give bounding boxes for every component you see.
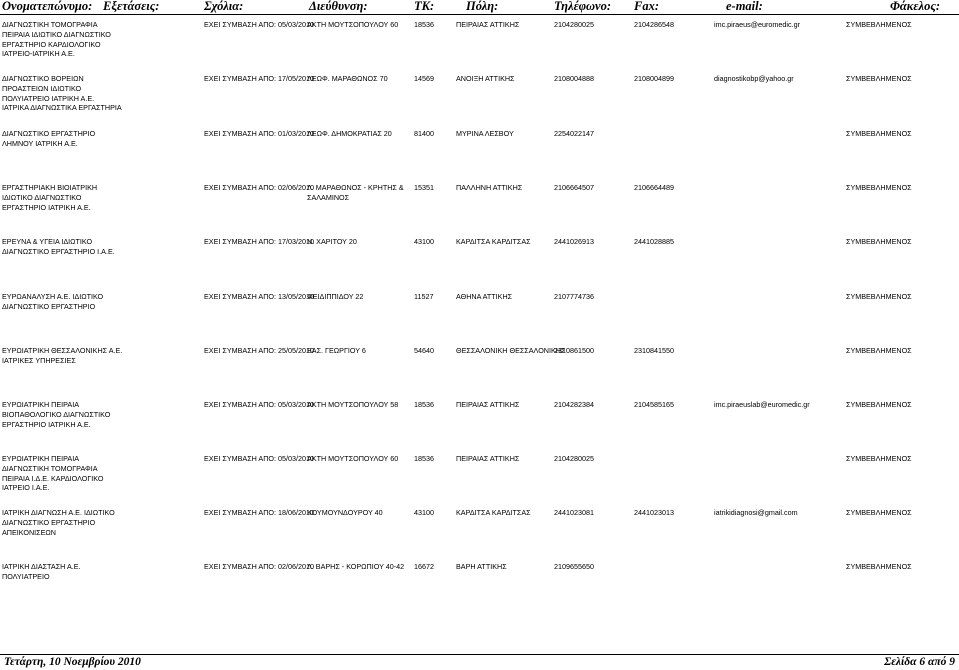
provider-city: ΘΕΣΣΑΛΟΝΙΚΗ ΘΕΣΣΑΛΟΝΙΚΗΣ: [456, 346, 566, 355]
header-email: e-mail:: [726, 0, 763, 13]
page-footer: [0, 654, 959, 670]
provider-fax: 2441023013: [634, 508, 674, 517]
postal-code: 54640: [414, 346, 434, 355]
provider-city: ΒΑΡΗ ΑΤΤΙΚΗΣ: [456, 562, 507, 571]
provider-name: ΕΥΡΩΙΑΤΡΙΚΗ ΠΕΙΡΑΙΑ ΔΙΑΓΝΩΣΤΙΚΗ ΤΟΜΟΓΡΑΦΙΑ ΠΕΙΡΑΙΑ Ι.Δ.Ε. ΚΑΡΔΙΟΛΟΓΙΚΟ ΙΑΤΡΕΙΟ Ι.Α.Ε.: [2, 454, 104, 493]
postal-code: 18536: [414, 454, 434, 463]
provider-address: ΑΚΤΗ ΜΟΥΤΣΟΠΟΥΛΟΥ 58: [307, 400, 399, 409]
column-header-bar: [0, 0, 959, 15]
postal-code: 18536: [414, 20, 434, 29]
provider-status: ΣΥΜΒΕΒΛΗΜΕΝΟΣ: [846, 183, 912, 192]
provider-name: ΕΥΡΩΙΑΤΡΙΚΗ ΘΕΣΣΑΛΟΝΙΚΗΣ Α.Ε. ΙΑΤΡΙΚΕΣ ΥΠΗΡΕΣΙΕΣ: [2, 346, 123, 365]
provider-name: ΙΑΤΡΙΚΗ ΔΙΑΓΝΩΣΗ Α.Ε. ΙΔΙΩΤΙΚΟ ΔΙΑΓΝΩΣΤΙΚΟ ΕΡΓΑΣΤΗΡΙΟ ΑΠΕΙΚΟΝΙΣΕΩΝ: [2, 508, 115, 537]
provider-address: Λ. ΜΑΡΑΘΩΝΟΣ - ΚΡΗΤΗΣ & ΣΑΛΑΜΙΝΟΣ: [307, 183, 404, 202]
provider-name: ΕΡΕΥΝΑ & ΥΓΕΙΑ ΙΔΙΩΤΙΚΟ ΔΙΑΓΝΩΣΤΙΚΟ ΕΡΓΑΣΤΗΡΙΟ Ι.Α.Ε.: [2, 237, 115, 256]
provider-name: ΔΙΑΓΝΩΣΤΙΚΟ ΕΡΓΑΣΤΗΡΙΟ ΛΗΜΝΟΥ ΙΑΤΡΙΚΗ Α.Ε.: [2, 129, 96, 148]
provider-fax: 2104286548: [634, 20, 674, 29]
header-phone: Τηλέφωνο:: [554, 0, 612, 13]
header-city: Πόλη:: [466, 0, 499, 13]
provider-name: ΕΥΡΩΙΑΤΡΙΚΗ ΠΕΙΡΑΙΑ ΒΙΟΠΑΘΟΛΟΓΙΚΟ ΔΙΑΓΝΩΣΤΙΚΟ ΕΡΓΑΣΤΗΡΙΟ ΙΑΤΡΙΚΗ Α.Ε.: [2, 400, 111, 429]
provider-phone: 2310861500: [554, 346, 594, 355]
provider-fax: 2108004899: [634, 74, 674, 83]
provider-status: ΣΥΜΒΕΒΛΗΜΕΝΟΣ: [846, 74, 912, 83]
provider-email[interactable]: imc.piraeuslab@euromedic.gr: [714, 400, 810, 409]
postal-code: 18536: [414, 400, 434, 409]
provider-city: ΜΥΡΙΝΑ ΛΕΣΒΟΥ: [456, 129, 514, 138]
contract-remark: ΕΧΕΙ ΣΥΜΒΑΣΗ ΑΠΟ: 17/05/2010: [204, 74, 314, 83]
postal-code: 43100: [414, 508, 434, 517]
provider-city: ΚΑΡΔΙΤΣΑ ΚΑΡΔΙΤΣΑΣ: [456, 508, 531, 517]
header-name: Ονοματεπώνυμο:: [2, 0, 93, 13]
provider-name: ΕΡΓΑΣΤΗΡΙΑΚΗ ΒΙΟΙΑΤΡΙΚΗ ΙΔΙΩΤΙΚΟ ΔΙΑΓΝΩΣΤΙΚΟ ΕΡΓΑΣΤΗΡΙΟ ΙΑΤΡΙΚΗ Α.Ε.: [2, 183, 98, 212]
header-tk: ΤΚ:: [414, 0, 435, 13]
provider-city: ΠΕΙΡΑΙΑΣ ΑΤΤΙΚΗΣ: [456, 400, 520, 409]
contract-remark: ΕΧΕΙ ΣΥΜΒΑΣΗ ΑΠΟ: 18/06/2010: [204, 508, 314, 517]
contract-remark: ΕΧΕΙ ΣΥΜΒΑΣΗ ΑΠΟ: 25/05/2010: [204, 346, 314, 355]
provider-status: ΣΥΜΒΕΒΛΗΜΕΝΟΣ: [846, 237, 912, 246]
provider-phone: 2104282384: [554, 400, 594, 409]
provider-name: ΔΙΑΓΝΩΣΤΙΚΗ ΤΟΜΟΓΡΑΦΙΑ ΠΕΙΡΑΙΑ ΙΔΙΩΤΙΚΟ ΔΙΑΓΝΩΣΤΙΚΟ ΕΡΓΑΣΤΗΡΙΟ ΚΑΡΔΙΟΛΟΓΙΚΟ ΙΑΤΡΕΙΟ-ΙΑΤΡΙΚΗ Α.Ε.: [2, 20, 111, 59]
provider-status: ΣΥΜΒΕΒΛΗΜΕΝΟΣ: [846, 562, 912, 571]
provider-status: ΣΥΜΒΕΒΛΗΜΕΝΟΣ: [846, 454, 912, 463]
provider-city: ΑΘΗΝΑ ΑΤΤΙΚΗΣ: [456, 292, 513, 301]
provider-address: ΑΚΤΗ ΜΟΥΤΣΟΠΟΥΛΟΥ 60: [307, 20, 399, 29]
provider-phone: 2108004888: [554, 74, 594, 83]
postal-code: 14569: [414, 74, 434, 83]
provider-phone: 2106664507: [554, 183, 594, 192]
provider-address: ΦΕΙΔΙΠΠΙΔΟΥ 22: [307, 292, 364, 301]
provider-city: ΠΕΙΡΑΙΑΣ ΑΤΤΙΚΗΣ: [456, 454, 520, 463]
provider-address: ΑΚΤΗ ΜΟΥΤΣΟΠΟΥΛΟΥ 60: [307, 454, 399, 463]
provider-email[interactable]: iatrikidiagnosi@gmail.com: [714, 508, 798, 517]
header-address: Διεύθυνση:: [309, 0, 368, 13]
postal-code: 15351: [414, 183, 434, 192]
contract-remark: ΕΧΕΙ ΣΥΜΒΑΣΗ ΑΠΟ: 05/03/2010: [204, 20, 314, 29]
provider-status: ΣΥΜΒΕΒΛΗΜΕΝΟΣ: [846, 129, 912, 138]
postal-code: 81400: [414, 129, 434, 138]
contract-remark: ΕΧΕΙ ΣΥΜΒΑΣΗ ΑΠΟ: 05/03/2010: [204, 400, 314, 409]
postal-code: 11527: [414, 292, 434, 301]
provider-phone: 2441026913: [554, 237, 594, 246]
provider-status: ΣΥΜΒΕΒΛΗΜΕΝΟΣ: [846, 20, 912, 29]
provider-fax: 2310841550: [634, 346, 674, 355]
postal-code: 43100: [414, 237, 434, 246]
provider-name: ΔΙΑΓΝΩΣΤΙΚΟ ΒΟΡΕΙΩΝ ΠΡΟΑΣΤΕΙΩΝ ΙΔΙΩΤΙΚΟ ΠΟΛΥΙΑΤΡΕΙΟ ΙΑΤΡΙΚΗ Α.Ε. ΙΑΤΡΙΚΑ ΔΙΑΓΝΩΣΤΙΚΑ ΕΡΓΑΣΤΗΡΙΑ: [2, 74, 122, 113]
provider-fax: 2106664489: [634, 183, 674, 192]
header-file: Φάκελος:: [890, 0, 941, 13]
contract-remark: ΕΧΕΙ ΣΥΜΒΑΣΗ ΑΠΟ: 05/03/2010: [204, 454, 314, 463]
provider-address: ΛΕΩΦ. ΔΗΜΟΚΡΑΤΙΑΣ 20: [307, 129, 392, 138]
provider-address: ΚΟΥΜΟΥΝΔΟΥΡΟΥ 40: [307, 508, 383, 517]
provider-email[interactable]: diagnostikobp@yahoo.gr: [714, 74, 794, 83]
header-remarks: Σχόλια:: [204, 0, 244, 13]
provider-address: Λ. ΒΑΡΗΣ - ΚΟΡΩΠΙΟΥ 40-42: [307, 562, 405, 571]
provider-phone: 2254022147: [554, 129, 594, 138]
provider-phone: 2109655650: [554, 562, 594, 571]
provider-address: ΛΕΩΦ. ΜΑΡΑΘΩΝΟΣ 70: [307, 74, 388, 83]
provider-city: ΚΑΡΔΙΤΣΑ ΚΑΡΔΙΤΣΑΣ: [456, 237, 531, 246]
header-tests: Εξετάσεις:: [103, 0, 160, 13]
report-date: Τετάρτη, 10 Νοεμβρίου 2010: [4, 656, 141, 668]
contract-remark: ΕΧΕΙ ΣΥΜΒΑΣΗ ΑΠΟ: 13/05/2010: [204, 292, 314, 301]
provider-city: ΠΑΛΛΗΝΗ ΑΤΤΙΚΗΣ: [456, 183, 523, 192]
header-fax: Fax:: [634, 0, 659, 13]
provider-phone: 2441023081: [554, 508, 594, 517]
provider-phone: 2104280025: [554, 454, 594, 463]
provider-fax: 2441028885: [634, 237, 674, 246]
provider-city: ΑΝΟΙΞΗ ΑΤΤΙΚΗΣ: [456, 74, 515, 83]
provider-phone: 2107774736: [554, 292, 594, 301]
provider-status: ΣΥΜΒΕΒΛΗΜΕΝΟΣ: [846, 508, 912, 517]
provider-fax: 2104585165: [634, 400, 674, 409]
provider-city: ΠΕΙΡΑΙΑΣ ΑΤΤΙΚΗΣ: [456, 20, 520, 29]
postal-code: 16672: [414, 562, 434, 571]
provider-address: ΒΑΣ. ΓΕΩΡΓΙΟΥ 6: [307, 346, 366, 355]
provider-phone: 2104280025: [554, 20, 594, 29]
provider-name: ΕΥΡΩΑΝΑΛΥΣΗ Α.Ε. ΙΔΙΩΤΙΚΟ ΔΙΑΓΝΩΣΤΙΚΟ ΕΡΓΑΣΤΗΡΙΟ: [2, 292, 104, 311]
page-counter: Σελίδα 6 από 9: [884, 656, 955, 668]
provider-name: ΙΑΤΡΙΚΗ ΔΙΑΣΤΑΣΗ Α.Ε. ΠΟΛΥΙΑΤΡΕΙΟ: [2, 562, 81, 581]
contract-remark: ΕΧΕΙ ΣΥΜΒΑΣΗ ΑΠΟ: 01/03/2010: [204, 129, 314, 138]
provider-status: ΣΥΜΒΕΒΛΗΜΕΝΟΣ: [846, 400, 912, 409]
provider-status: ΣΥΜΒΕΒΛΗΜΕΝΟΣ: [846, 292, 912, 301]
contract-remark: ΕΧΕΙ ΣΥΜΒΑΣΗ ΑΠΟ: 17/03/2010: [204, 237, 314, 246]
provider-email[interactable]: imc.piraeus@euromedic.gr: [714, 20, 800, 29]
contract-remark: ΕΧΕΙ ΣΥΜΒΑΣΗ ΑΠΟ: 02/06/2010: [204, 183, 314, 192]
provider-address: Ν. ΧΑΡΙΤΟΥ 20: [307, 237, 357, 246]
provider-status: ΣΥΜΒΕΒΛΗΜΕΝΟΣ: [846, 346, 912, 355]
contract-remark: ΕΧΕΙ ΣΥΜΒΑΣΗ ΑΠΟ: 02/06/2010: [204, 562, 314, 571]
